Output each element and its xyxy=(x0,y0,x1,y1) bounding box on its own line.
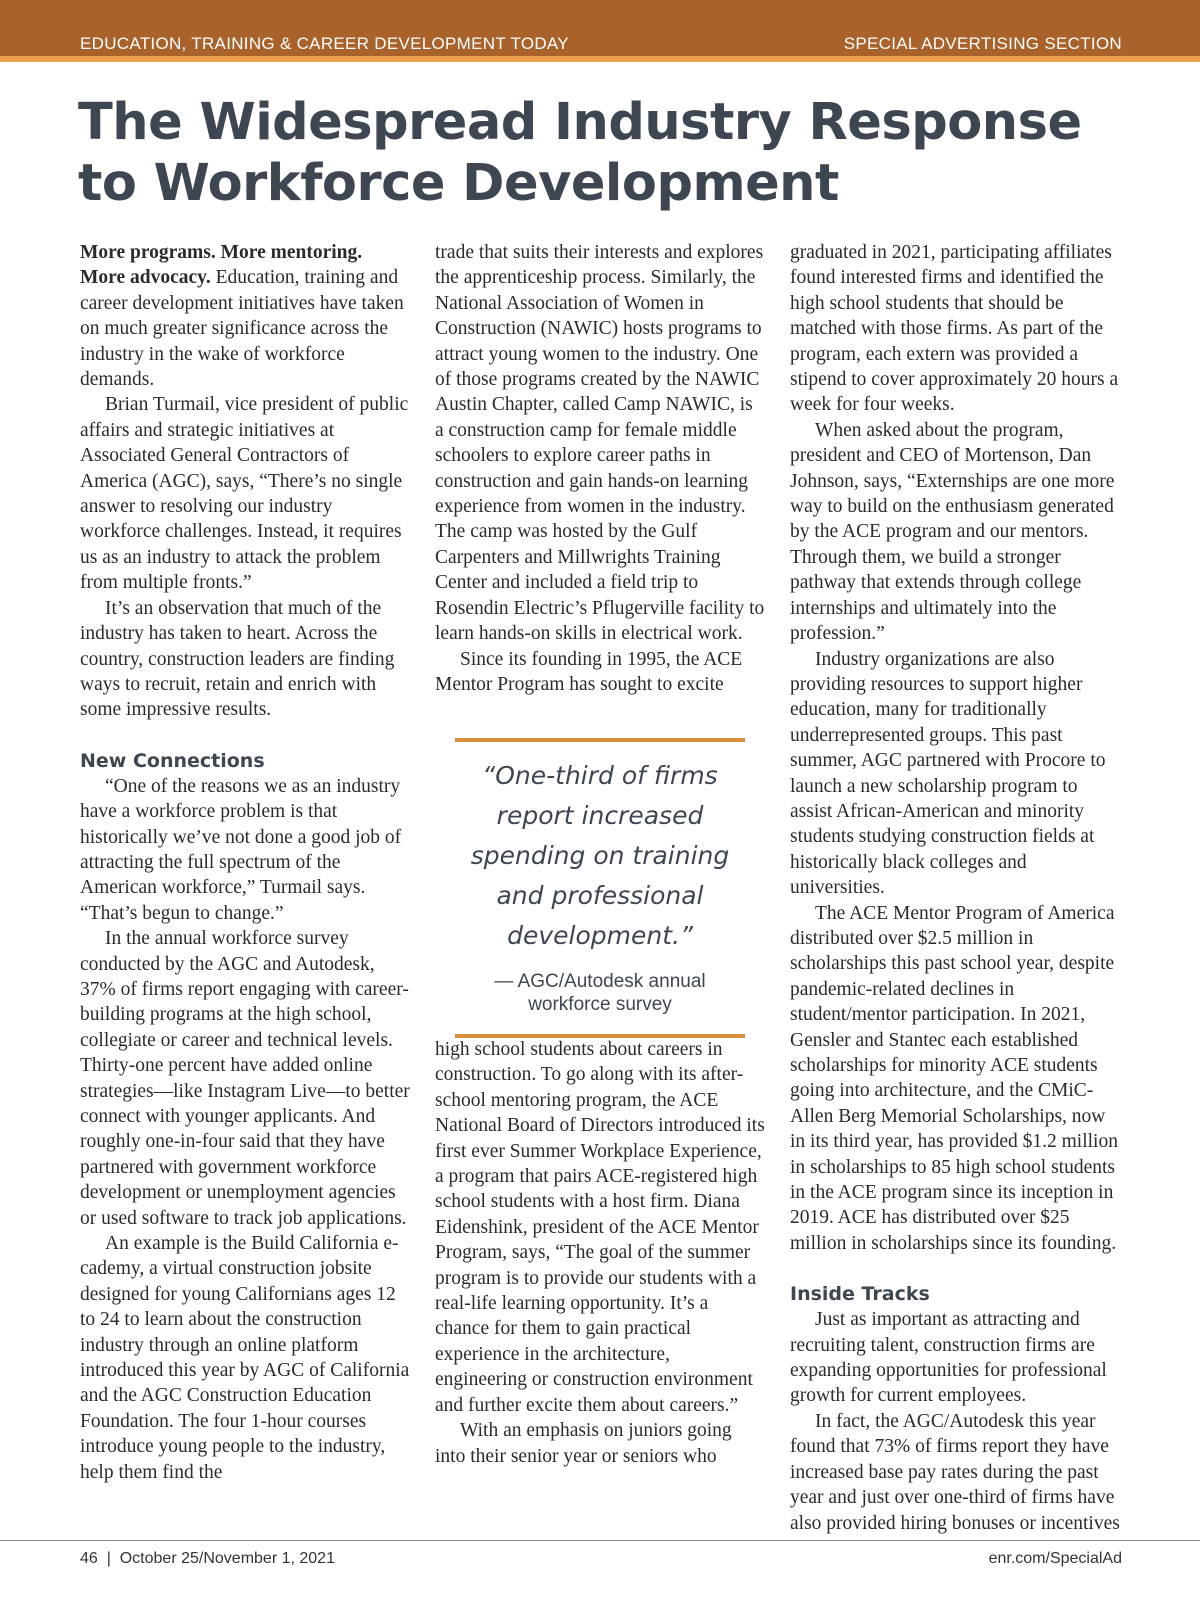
column-2-bottom xyxy=(435,1037,765,1469)
column-2-top xyxy=(435,240,765,697)
footer-rule xyxy=(0,1540,1200,1541)
pull-quote-text: “One-third of firms report increased spending on training and professional development.” xyxy=(470,761,730,950)
paragraph: With an emphasis on juniors going into their senior year or seniors who xyxy=(435,1420,732,1467)
paragraph: When asked about the program, president and CEO of Mortenson, Dan Johnson, says, “Externships are one more way to build on the enthusiasm generated by the ACE program and our mentors. Through them, we build a stronger pathway that extends through college internships and ultimately into the profession.” xyxy=(790,419,1115,645)
section-label: SPECIAL ADVERTISING SECTION xyxy=(843,34,1122,53)
paragraph: In the annual workforce survey conducted by the AGC and Autodesk, 37% of firms report engaging with career-building programs at the high school, collegiate or career and technical levels. Thirty-one percent have added online strategies—like Instagram Live—to better connect with younger applicants. And roughly one-in-four said that they have partnered with government workforce development or unemployment agencies or used software to track job applications. xyxy=(80,928,410,1229)
paragraph: The ACE Mentor Program of America distributed over $2.5 million in scholarships this past school year, despite pandemic-related declines in student/mentor participation. In 2021, Gensler and Stantec each established scholarships for minority ACE students going into architecture, and the CMiC-Allen Berg Memorial Scholarships, now in its third year, has provided $1.2 million in scholarships to 85 high school students in the ACE program since its inception in 2019. ACE has distributed over $25 million in scholarships since its founding. xyxy=(790,902,1118,1254)
lead-in: More programs. More mentoring. More advocacy. xyxy=(80,242,363,289)
footer-site: enr.com/SpecialAd xyxy=(988,1550,1122,1567)
paragraph: In fact, the AGC/Autodesk this year found that 73% of firms report they have increased base pay rates during the past year and just over one-third of firms have also provided hiring bonuses or incentives xyxy=(790,1410,1120,1534)
paragraph xyxy=(80,240,410,392)
section-header-band xyxy=(0,0,1200,62)
paragraph: Since its founding in 1995, the ACE Mentor Program has sought to excite xyxy=(435,648,743,695)
paragraph: Industry organizations are also providing resources to support higher education, many for traditionally underrepresented groups. This past summer, AGC partnered with Procore to launch a new scholarship program to assist African-American and minority students studying construction fields at historically black colleges and universities. xyxy=(790,648,1106,899)
article-title: The Widespread Industry Response to Workforce Development xyxy=(78,93,1082,213)
section-name: EDUCATION, TRAINING & CAREER DEVELOPMENT TODAY xyxy=(80,34,569,53)
paragraph: high school students about careers in construction. To go along with its after-school mentoring program, the ACE National Board of Directors introduced its first ever Summer Workplace Experience, a program that pairs ACE-registered high school students with a host firm. Diana Eidenshink, president of the ACE Mentor Program, says, “The goal of the summer program is to provide our students with a real-life learning opportunity. It’s a chance for them to gain practical experience in the architecture, engineering or construction environment and further excite them about careers.” xyxy=(435,1039,765,1416)
paragraph: It’s an observation that much of the industry has taken to heart. Across the country, construction leaders are finding ways to recruit, retain and enrich with some impressive results. xyxy=(80,597,395,721)
paragraph: graduated in 2021, participating affiliates found interested firms and identified the high school students that should be matched with those firms. As part of the program, each extern was provided a stipend to cover approximately 20 hours a week for four weeks. xyxy=(790,242,1119,416)
subheading-inside-tracks: Inside Tracks xyxy=(790,1283,930,1306)
column-1 xyxy=(80,240,410,1485)
paragraph-text: Education, training and career development initiatives have taken on much greater significance across the industry in the wake of workforce demands. xyxy=(80,267,404,391)
paragraph: Brian Turmail, vice president of public affairs and strategic initiatives at Associated General Contractors of America (AGC), says, “There’s no single answer to resolving our industry workforce challenges. Instead, it requires us as an industry to attack the problem from multiple fronts.” xyxy=(80,394,409,594)
paragraph: Just as important as attracting and recruiting talent, construction firms are expanding opportunities for professional growth for current employees. xyxy=(790,1309,1107,1407)
paragraph: trade that suits their interests and explores the apprenticeship process. Similarly, the National Association of Women in Construction (NAWIC) hosts programs to attract young women to the industry. One of those programs created by the NAWIC Austin Chapter, called Camp NAWIC, is a construction camp for female middle schoolers to explore career paths in construction and gain hands-on learning experience from women in the industry. The camp was hosted by the Gulf Carpenters and Millwrights Training Center and included a field trip to Rosendin Electric’s Pflugerville facility to learn hands-on skills in electrical work. xyxy=(435,242,765,645)
page-folio: 46 | October 25/November 1, 2021 xyxy=(80,1550,335,1567)
pull-quote-attribution: — AGC/Autodesk annual workforce survey xyxy=(494,971,706,1015)
pull-quote xyxy=(455,738,745,1038)
subheading-new-connections: New Connections xyxy=(80,749,265,772)
paragraph: An example is the Build California e-cademy, a virtual construction jobsite designed for young Californians ages 12 to 24 to learn about the construction industry through an online platform introduced this year by AGC of California and the AGC Construction Education Foundation. The four 1-hour courses introduce young people to the industry, help them find the xyxy=(80,1233,410,1483)
paragraph: “One of the reasons we as an industry have a workforce problem is that historically we’ve not done a good job of attracting the full spectrum of the American workforce,” Turmail says. “That’s begun to change.” xyxy=(80,775,402,924)
column-3 xyxy=(790,240,1120,1536)
